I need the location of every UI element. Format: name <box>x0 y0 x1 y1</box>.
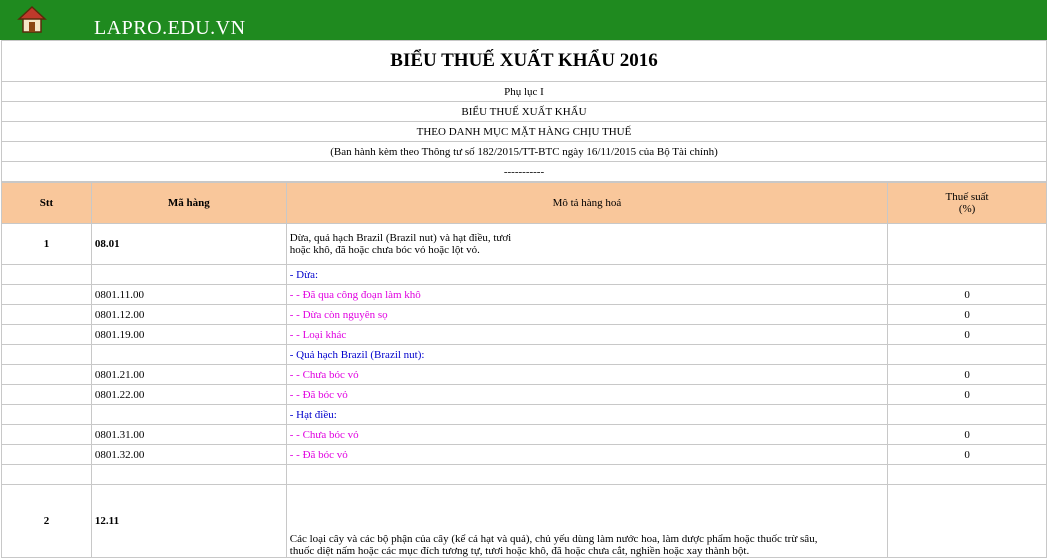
tariff-table <box>1 182 1047 558</box>
table-row <box>2 305 1047 325</box>
document-header <box>1 40 1047 182</box>
rate-cell: 0 <box>888 285 1047 305</box>
code-cell: 0801.22.00 <box>91 385 286 405</box>
code-cell: 0801.12.00 <box>91 305 286 325</box>
col-rate-label: Thuế suất <box>945 191 989 203</box>
col-rate-unit: (%) <box>958 203 976 215</box>
desc-cell <box>286 485 887 558</box>
desc-cell: - - Chưa bóc vỏ <box>286 425 887 445</box>
site-name[interactable]: LAPRO.EDU.VN <box>94 17 246 39</box>
table-row <box>2 425 1047 445</box>
desc-cell <box>286 224 887 265</box>
table-row <box>2 325 1047 345</box>
col-stt: Stt <box>2 183 92 224</box>
home-icon[interactable] <box>17 5 47 33</box>
desc-line: Dừa, quả hạch Brazil (Brazil nut) và hạt điều, tươi <box>289 232 512 244</box>
desc-line: hoặc khô, đã hoặc chưa bóc vỏ hoặc lột vỏ. <box>289 244 480 256</box>
rate-cell: 0 <box>888 425 1047 445</box>
table-row <box>2 405 1047 425</box>
code-cell: 0801.31.00 <box>91 425 286 445</box>
subtitle-2: THEO DANH MỤC MẶT HÀNG CHỊU THUẾ <box>2 122 1047 142</box>
desc-cell: - - Đã bóc vỏ <box>286 445 887 465</box>
rate-cell <box>888 224 1047 265</box>
stt-cell: 1 <box>2 224 92 265</box>
col-rate <box>888 183 1047 224</box>
group-label: - Hạt điều: <box>286 405 887 425</box>
table-row <box>2 265 1047 285</box>
rate-cell: 0 <box>888 445 1047 465</box>
table-row <box>2 345 1047 365</box>
rate-cell: 0 <box>888 385 1047 405</box>
desc-cell: - - Dừa còn nguyên sọ <box>286 305 887 325</box>
code-cell: 0801.11.00 <box>91 285 286 305</box>
rate-cell: 0 <box>888 325 1047 345</box>
table-row <box>2 385 1047 405</box>
appendix-label: Phụ lục I <box>2 82 1047 102</box>
code-cell: 08.01 <box>91 224 286 265</box>
col-code: Mã hàng <box>91 183 286 224</box>
table-row <box>2 465 1047 485</box>
rate-cell <box>888 485 1047 558</box>
page-title: BIỂU THUẾ XUẤT KHẨU 2016 <box>2 41 1047 82</box>
group-label: - Quả hạch Brazil (Brazil nut): <box>286 345 887 365</box>
desc-cell: - - Chưa bóc vỏ <box>286 365 887 385</box>
subtitle-1: BIỂU THUẾ XUẤT KHẨU <box>2 102 1047 122</box>
code-cell: 0801.21.00 <box>91 365 286 385</box>
rate-cell: 0 <box>888 365 1047 385</box>
desc-line: Các loại cây và các bộ phận của cây (kể cả hạt và quả), chủ yếu dùng làm nước hoa, làm dược phẩm hoặc thuốc trừ sâu, <box>289 533 818 545</box>
code-cell: 0801.19.00 <box>91 325 286 345</box>
divider: ----------- <box>2 162 1047 182</box>
desc-line: thuốc diệt nấm hoặc các mục đích tương tự, tươi hoặc khô, đã hoặc chưa cắt, nghiền hoặc xay thành bột. <box>289 545 750 557</box>
desc-cell: - - Đã bóc vỏ <box>286 385 887 405</box>
table-row <box>2 485 1047 558</box>
desc-cell: - - Đã qua công đoạn làm khô <box>286 285 887 305</box>
table-row <box>2 285 1047 305</box>
stt-cell: 2 <box>2 485 92 558</box>
table-header-row <box>2 183 1047 224</box>
group-label: - Dừa: <box>286 265 887 285</box>
col-desc: Mô tả hàng hoá <box>286 183 887 224</box>
rate-cell: 0 <box>888 305 1047 325</box>
code-cell: 0801.32.00 <box>91 445 286 465</box>
table-row <box>2 445 1047 465</box>
top-bar <box>0 0 1047 40</box>
issued-note: (Ban hành kèm theo Thông tư số 182/2015/TT-BTC ngày 16/11/2015 của Bộ Tài chính) <box>2 142 1047 162</box>
desc-cell: - - Loại khác <box>286 325 887 345</box>
code-cell: 12.11 <box>91 485 286 558</box>
table-row <box>2 365 1047 385</box>
table-row <box>2 224 1047 265</box>
